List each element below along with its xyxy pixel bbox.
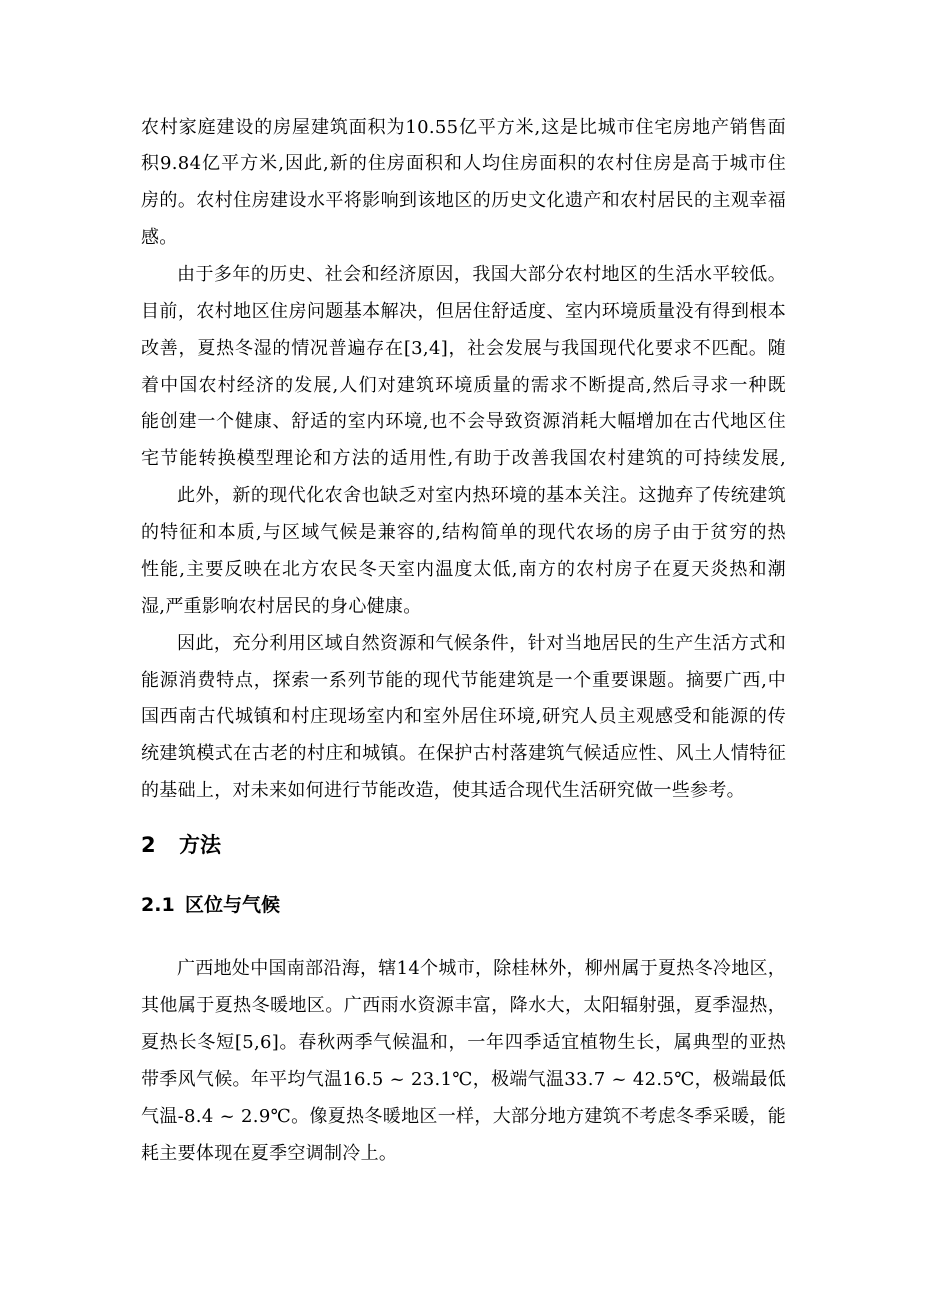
section-number: 2 bbox=[141, 833, 156, 857]
climate-paragraph-line-3: 夏热长冬短[5,6]。春秋两季气候温和，一年四季适宜植物生长，属典型的亚热 bbox=[141, 1032, 786, 1053]
paragraph-3-line-4: 湿,严重影响农村居民的身心健康。 bbox=[141, 596, 422, 617]
section-heading bbox=[141, 829, 221, 859]
paragraph-4-line-5: 的基础上，对未来如何进行节能改造，使其适合现代生活研究做一些参考。 bbox=[141, 780, 745, 801]
paragraph-3-line-3: 性能,主要反映在北方农民冬天室内温度太低,南方的农村房子在夏天炎热和潮 bbox=[141, 559, 786, 580]
paragraph-4-line-4: 统建筑模式在古老的村庄和城镇。在保护古村落建筑气候适应性、风土人情特征 bbox=[141, 743, 786, 764]
paragraph-3-line-1: 此外，新的现代化农舍也缺乏对室内热环境的基本关注。这抛弃了传统建筑 bbox=[177, 485, 786, 506]
section-title: 方法 bbox=[179, 833, 221, 857]
paragraph-1-line-4: 感。 bbox=[141, 227, 178, 248]
paragraph-4-line-2: 能源消费特点，探索一系列节能的现代节能建筑是一个重要课题。摘要广西,中 bbox=[141, 670, 786, 691]
subsection-heading bbox=[141, 890, 280, 917]
paragraph-2-line-5: 能创建一个健康、舒适的室内环境,也不会导致资源消耗大幅增加在古代地区住 bbox=[141, 411, 786, 432]
paragraph-2-line-6: 宅节能转换模型理论和方法的适用性,有助于改善我国农村建筑的可持续发展, bbox=[141, 448, 786, 469]
paragraph-3-line-2: 的特征和本质,与区域气候是兼容的,结构简单的现代农场的房子由于贫穷的热 bbox=[141, 522, 786, 543]
paragraph-1-line-2: 积9.84亿平方米,因此,新的住房面积和人均住房面积的农村住房是高于城市住 bbox=[141, 153, 786, 174]
paragraph-4-line-3: 国西南古代城镇和村庄现场室内和室外居住环境,研究人员主观感受和能源的传 bbox=[141, 706, 786, 727]
climate-paragraph-line-1: 广西地处中国南部沿海，辖14个城市，除桂林外，柳州属于夏热冬冷地区， bbox=[177, 958, 786, 979]
paragraph-2-line-3: 改善，夏热冬湿的情况普遍存在[3,4]，社会发展与我国现代化要求不匹配。随 bbox=[141, 338, 786, 359]
climate-paragraph-line-6: 耗主要体现在夏季空调制冷上。 bbox=[141, 1143, 398, 1164]
paragraph-1-line-3: 房的。农村住房建设水平将影响到该地区的历史文化遗产和农村居民的主观幸福 bbox=[141, 190, 786, 211]
paragraph-2-line-4: 着中国农村经济的发展,人们对建筑环境质量的需求不断提高,然后寻求一种既 bbox=[141, 375, 786, 396]
climate-paragraph-line-4: 带季风气候。年平均气温16.5 ~ 23.1℃，极端气温33.7 ~ 42.5℃，极端最低 bbox=[141, 1069, 786, 1090]
subsection-number: 2.1 bbox=[141, 894, 175, 916]
subsection-title: 区位与气候 bbox=[185, 894, 281, 916]
paragraph-2-line-2: 目前，农村地区住房问题基本解决，但居住舒适度、室内环境质量没有得到根本 bbox=[141, 301, 786, 322]
climate-paragraph-line-5: 气温-8.4 ~ 2.9℃。像夏热冬暖地区一样，大部分地方建筑不考虑冬季采暖，能 bbox=[141, 1106, 786, 1127]
climate-paragraph-line-2: 其他属于夏热冬暖地区。广西雨水资源丰富，降水大，太阳辐射强，夏季湿热， bbox=[141, 995, 786, 1016]
paragraph-2-line-1: 由于多年的历史、社会和经济原因，我国大部分农村地区的生活水平较低。 bbox=[177, 264, 786, 285]
paragraph-1-line-1: 农村家庭建设的房屋建筑面积为10.55亿平方米,这是比城市住宅房地产销售面 bbox=[141, 117, 786, 138]
paragraph-4-line-1: 因此，充分利用区域自然资源和气候条件，针对当地居民的生产生活方式和 bbox=[177, 633, 786, 654]
